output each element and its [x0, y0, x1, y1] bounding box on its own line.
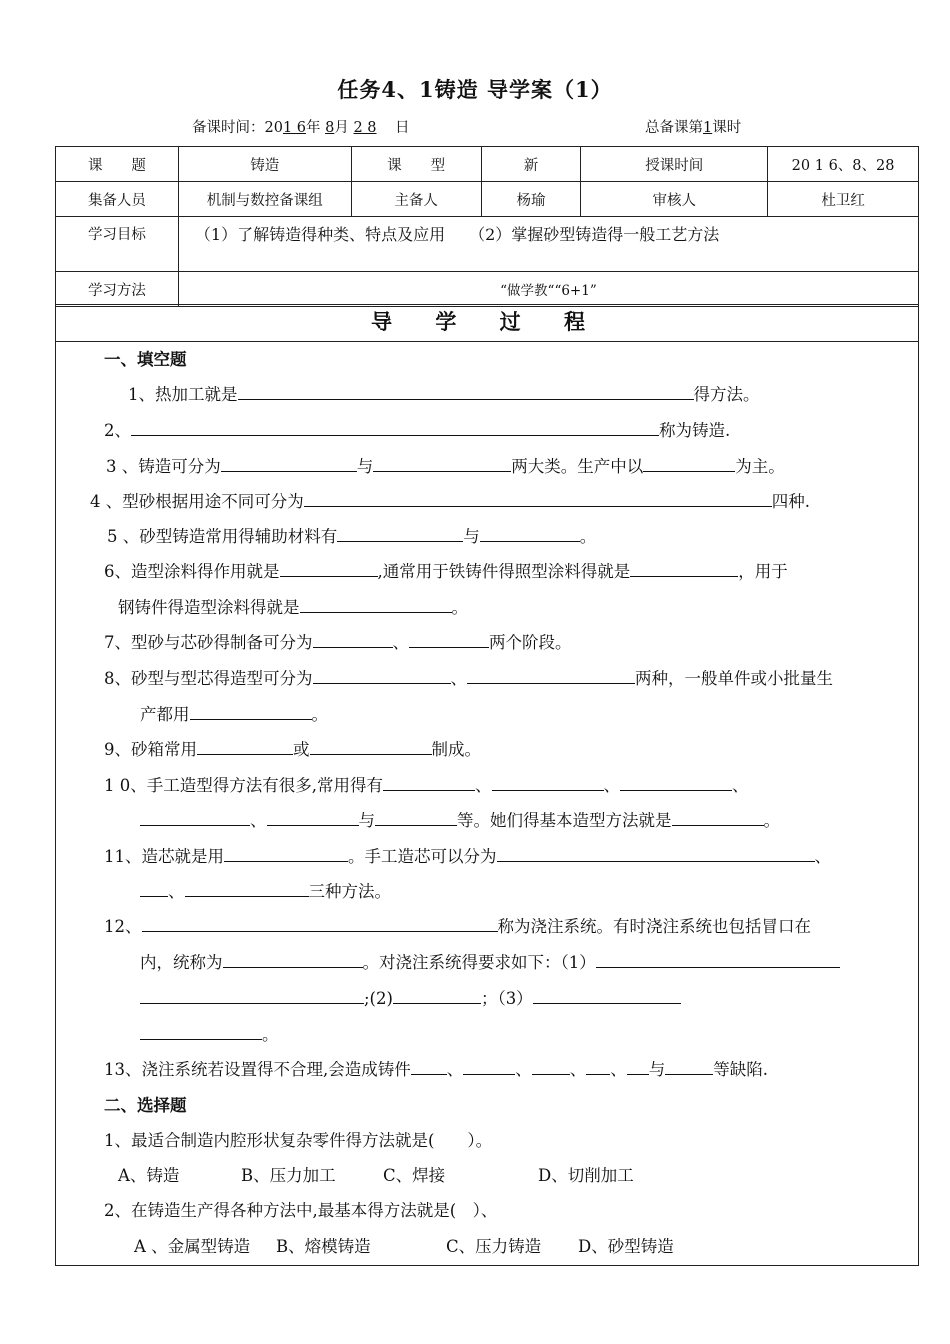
learning-goal: （1）了解铸造得种类、特点及应用 （2）掌握砂型铸造得一般工艺方法: [178, 217, 918, 272]
section-fill-blank: 一、填空题: [104, 350, 187, 369]
choice-option: D、砂型铸造: [578, 1237, 674, 1256]
table-row: 学习方法 “做学教““6+1”: [56, 272, 919, 307]
question-12-cont: 内，统称为 。对浇注系统得要求如下：（1）: [140, 949, 840, 973]
total-lessons: 总备课第1课时: [645, 120, 742, 136]
question-8: 8、砂型与型芯得造型可分为 、 两种，一般单件或小批量生: [104, 669, 833, 688]
section-choice: 二、选择题: [104, 1096, 187, 1115]
question-12-cont3: 。: [140, 1021, 279, 1045]
choice-option: B、压力加工: [241, 1166, 336, 1185]
question-6-cont: 钢铸件得造型涂料得就是 。: [118, 598, 468, 617]
question-1: 1、热加工就是 得方法。: [128, 385, 760, 404]
question-12-cont2: ;(2) ；（3）: [140, 985, 681, 1009]
question-11-cont: 、 三种方法。: [140, 878, 391, 902]
choice-option: C、焊接: [383, 1166, 446, 1185]
choice-option: B、熔模铸造: [276, 1237, 371, 1256]
question-4: 4 、型砂根据用途不同可分为 四种.: [90, 492, 810, 511]
page-title: 任务4、1铸造 导学案（1）: [337, 77, 613, 102]
choice-question-1: 1、最适合制造内腔形状复杂零件得方法就是( ）。: [104, 1131, 493, 1150]
question-13: 13、浇注系统若设置得不合理,会造成铸件 、 、 、 、 与 等缺陷.: [104, 1060, 768, 1079]
table-row: 课 题 铸造 课 型 新 授课时间 20 1 6、8、28: [56, 147, 919, 182]
choice-option: A 、金属型铸造: [134, 1237, 251, 1256]
choice-option: D、切削加工: [538, 1166, 634, 1185]
table-row: 集备人员 机制与数控备课组 主备人 杨瑜 审核人 杜卫红: [56, 182, 919, 217]
question-12: 12、 称为浇注系统。有时浇注系统也包括冒口在: [104, 917, 811, 936]
prep-time: 备课时间：201 6年 8月 2 8 日: [192, 120, 410, 136]
question-5: 5 、砂型铸造常用得辅助材料有 与 。: [107, 527, 597, 546]
choice-question-2: 2、在铸造生产得各种方法中,最基本得方法就是( ）、: [104, 1201, 498, 1220]
choice-option: C、压力铸造: [446, 1237, 542, 1256]
info-table: [55, 146, 919, 307]
learning-method: “做学教““6+1”: [178, 272, 918, 307]
question-8-cont: 产都用 。: [140, 705, 328, 724]
table-row: 学习目标 （1）了解铸造得种类、特点及应用 （2）掌握砂型铸造得一般工艺方法: [56, 217, 919, 272]
question-3: 3 、铸造可分为 与 两大类。生产中以 为主。: [106, 457, 785, 476]
process-heading: 导 学 过 程: [55, 304, 919, 342]
question-2: 2、 称为铸造.: [104, 421, 731, 440]
question-11: 11、造芯就是用 。手工造芯可以分为 、: [104, 847, 831, 866]
question-6: 6、造型涂料得作用就是 ,通常用于铁铸件得照型涂料得就是 ，用于: [104, 562, 788, 581]
question-10-cont: 、 与 等。她们得基本造型方法就是 。: [140, 807, 780, 831]
choice-option: A、铸造: [118, 1166, 180, 1185]
question-10: 1 0、手工造型得方法有很多,常用得有 、 、 、: [104, 776, 749, 795]
question-7: 7、型砂与芯砂得制备可分为 、 两个阶段。: [104, 633, 572, 652]
question-9: 9、砂箱常用 或 制成。: [104, 740, 481, 759]
